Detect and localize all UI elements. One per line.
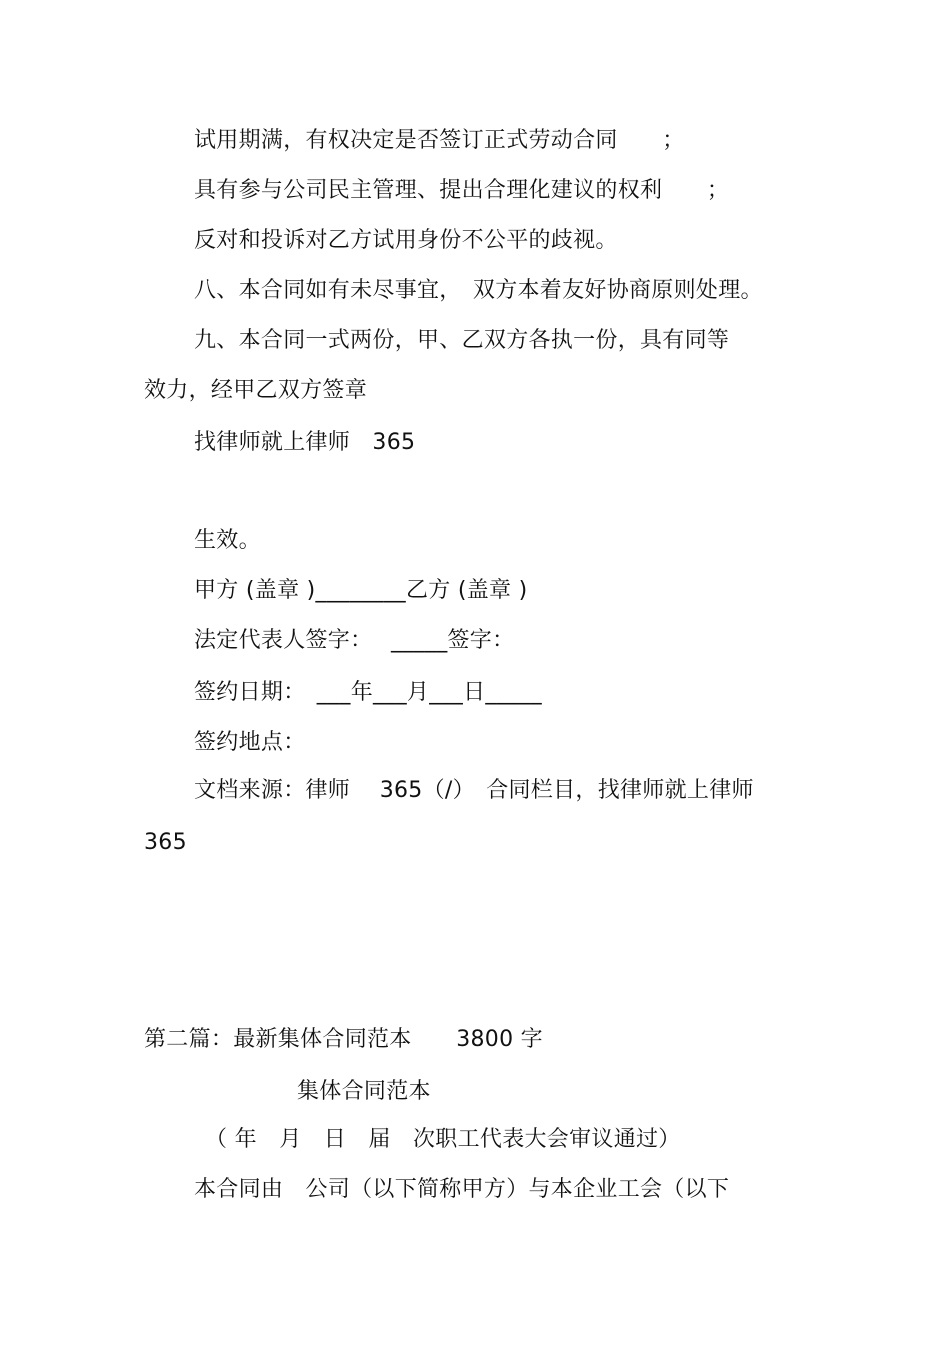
document-source-continued: 365: [144, 830, 187, 855]
party-seal-line: 甲方 (盖章 )________乙方 (盖章 ): [194, 578, 528, 603]
paragraph-management-rights: 具有参与公司民主管理、提出合理化建议的权利 ；: [194, 178, 730, 203]
contract-opening-paragraph: 本合同由 公司（以下简称甲方）与本企业工会（以下: [194, 1177, 730, 1202]
signing-place-line: 签约地点：: [194, 730, 306, 755]
signing-date-line: 签约日期： ___年___月___日_____: [194, 680, 542, 705]
representative-signature-line: 法定代表人签字： _____签字：: [194, 628, 515, 653]
paragraph-probation-decision: 试用期满，有权决定是否签订正式劳动合同 ；: [194, 128, 685, 153]
paragraph-anti-discrimination: 反对和投诉对乙方试用身份不公平的歧视。: [194, 228, 618, 253]
effective-line: 生效。: [194, 528, 261, 553]
clause-eight: 八、本合同如有未尽事宜， 双方本着友好协商原则处理。: [194, 278, 763, 303]
section-heading: 第二篇：最新集体合同范本 3800 字: [144, 1027, 543, 1052]
contract-title: 集体合同范本: [297, 1079, 431, 1104]
clause-nine: 九、本合同一式两份，甲、乙双方各执一份，具有同等: [194, 328, 730, 353]
approval-note: （ 年 月 日 届 次职工代表大会审议通过）: [205, 1127, 681, 1152]
lawyer-ad-line: 找律师就上律师 365: [194, 430, 416, 455]
document-source-line: 文档来源：律师 365（/） 合同栏目，找律师就上律师: [194, 778, 754, 803]
clause-nine-continued: 效力，经甲乙双方签章: [144, 378, 368, 403]
